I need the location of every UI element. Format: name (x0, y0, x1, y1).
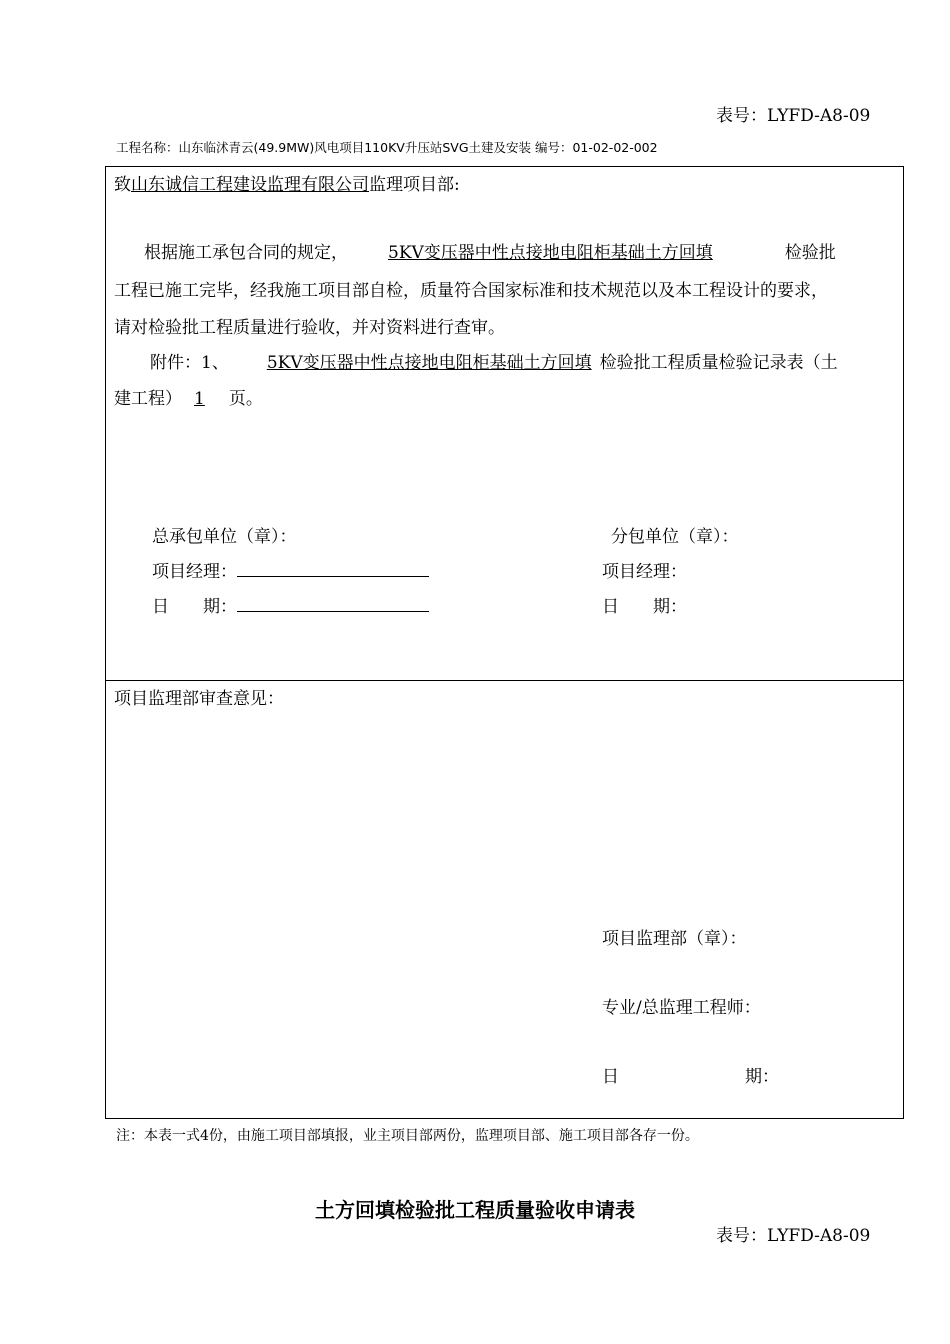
supervising-engineer: 专业/总监理工程师： (602, 998, 761, 1018)
supervision-seal: 项目监理部（章）： (602, 929, 747, 949)
review-date-day: 日 (602, 1067, 619, 1087)
addressee (114, 170, 460, 195)
contract-text: 根据施工承包合同的规定， (144, 243, 348, 263)
subcontractor-date: 日 期： (602, 597, 687, 617)
attachment-type: 建工程） (114, 389, 182, 409)
gc-date-label: 日 期： (152, 597, 237, 617)
general-contractor-date (152, 592, 429, 617)
review-title: 项目监理部审查意见： (114, 689, 284, 709)
paragraph-line-2: 工程已施工完毕，经我施工项目部自检，质量符合国家标准和技术规范以及本工程设计的要求， (114, 281, 828, 301)
subcontractor-seal: 分包单位（章）： (611, 527, 739, 547)
gc-pm-label: 项目经理： (152, 562, 237, 582)
paragraph-line-1 (144, 238, 836, 263)
attachment-line-2 (114, 384, 263, 409)
subcontractor-pm: 项目经理： (602, 562, 687, 582)
review-section (105, 680, 904, 1119)
general-contractor-seal: 总承包单位（章）： (152, 527, 297, 547)
batch-label: 检验批 (784, 243, 836, 263)
to-suffix: 监理项目部: (369, 175, 460, 195)
attachment-prefix: 附件：1、 (150, 353, 229, 373)
page-count: 1 (194, 389, 205, 409)
form-number: 表号：LYFD-A8-09 (716, 106, 871, 126)
attachment-line-1 (150, 348, 838, 373)
gc-pm-blank (237, 575, 429, 577)
attachment-item: 5KV变压器中性点接地电阻柜基础土方回填 (266, 353, 592, 373)
paragraph-line-3: 请对检验批工程质量进行验收，并对资料进行查审。 (114, 318, 505, 338)
supervisor-company: 山东诚信工程建设监理有限公司 (131, 175, 369, 195)
next-form-number: 表号：LYFD-A8-09 (716, 1226, 871, 1246)
inspection-item: 5KV变压器中性点接地电阻柜基础土方回填 (388, 243, 713, 263)
review-date-label: 期： (745, 1067, 779, 1087)
to-prefix: 致 (114, 175, 131, 195)
footnote: 注：本表一式4份，由施工项目部填报，业主项目部两份，监理项目部、施工项目部各存一份。 (116, 1128, 699, 1144)
project-name-line: 工程名称：山东临沭青云(49.9MW)风电项目110KV升压站SVG土建及安装 编号：01-02-02-002 (116, 140, 658, 155)
gc-date-blank (237, 610, 429, 612)
next-form-title: 土方回填检验批工程质量验收申请表 (315, 1198, 635, 1222)
page-unit: 页。 (228, 389, 263, 409)
general-contractor-pm (152, 557, 429, 582)
attachment-desc: 检验批工程质量检验记录表（土 (599, 353, 838, 373)
